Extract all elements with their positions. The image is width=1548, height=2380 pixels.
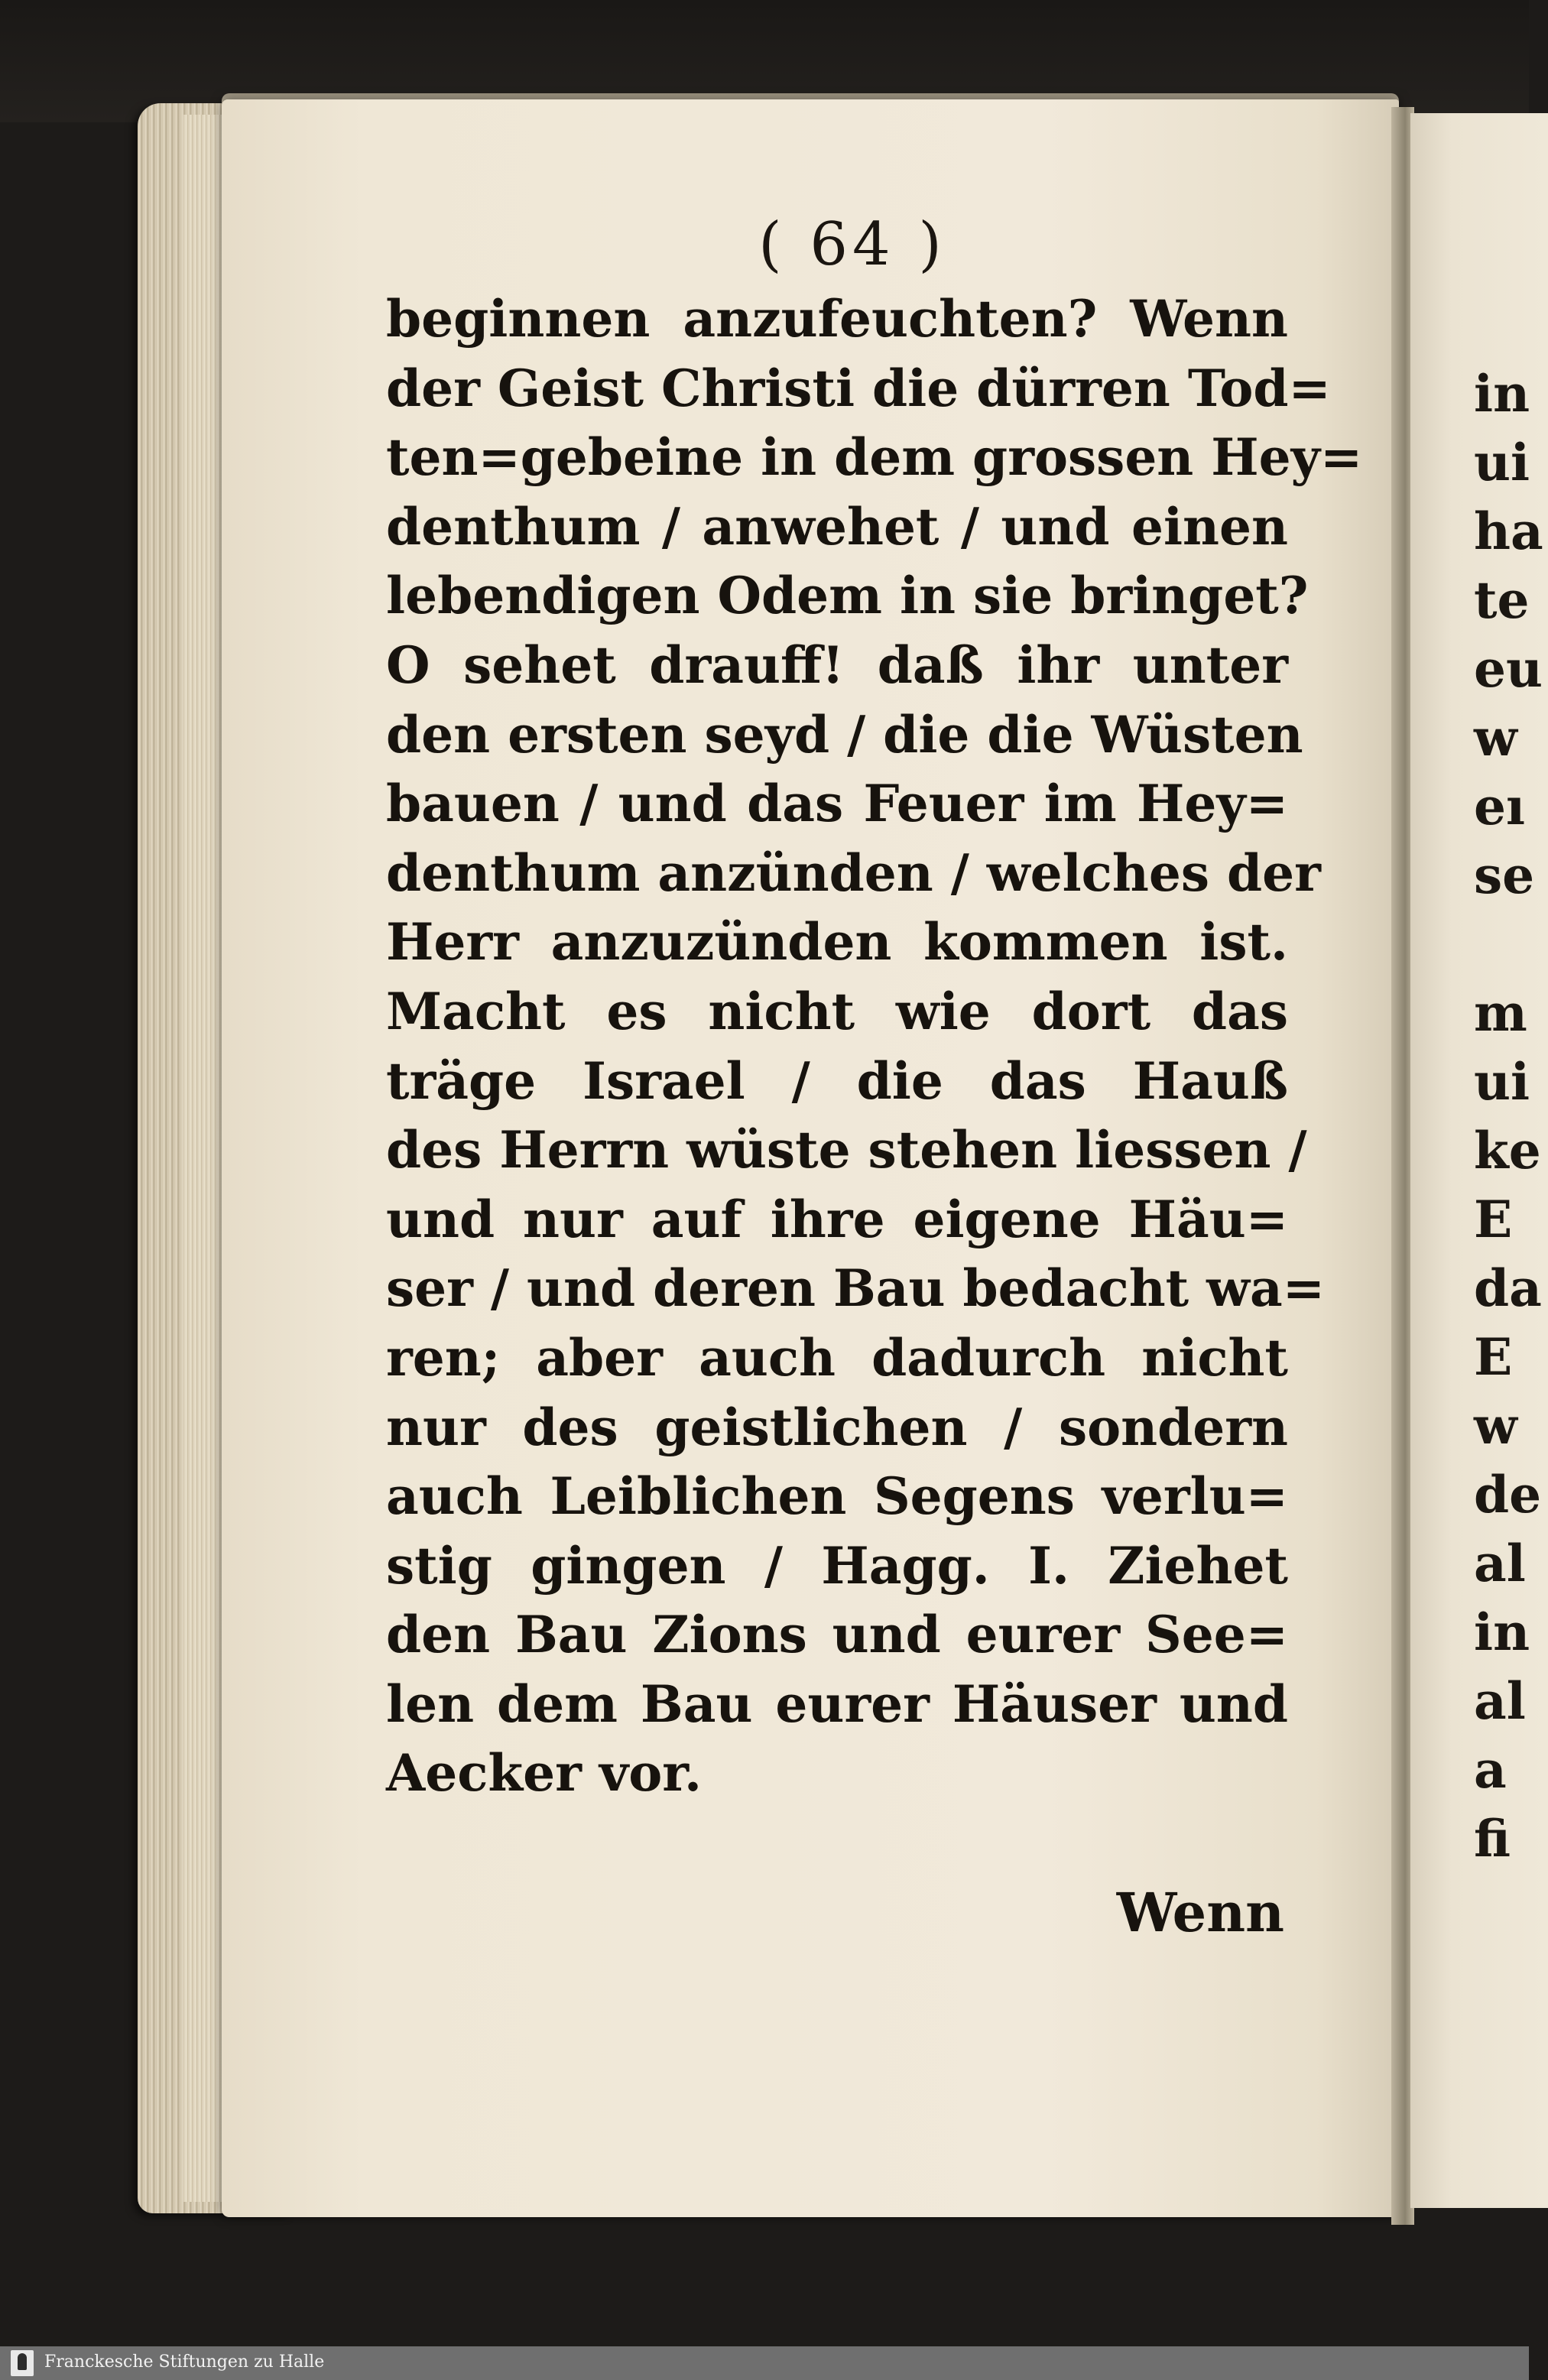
text-line: stig gingen / Hagg. I. Ziehet bbox=[386, 1535, 1288, 1596]
text-line: Aecker vor. bbox=[386, 1743, 702, 1804]
text-line: ten=gebeine in dem grossen Hey= bbox=[386, 427, 1363, 488]
text-line: bauen / und das Feuer im Hey= bbox=[386, 774, 1288, 834]
text-line: beginnen anzufeuchten? Wenn bbox=[386, 289, 1288, 349]
text-line: ren; aber auch dadurch nicht bbox=[386, 1327, 1288, 1388]
text-line: der Geist Christi die dürren Tod= bbox=[386, 358, 1331, 418]
facing-page-fragment: se bbox=[1474, 846, 1535, 905]
facing-page-fragment: w bbox=[1474, 708, 1517, 768]
facing-page-fragment: te bbox=[1474, 570, 1530, 630]
facing-page-fragment: w bbox=[1474, 1396, 1517, 1456]
catchword: Wenn bbox=[1116, 1881, 1284, 1944]
facing-page-fragment: de bbox=[1474, 1465, 1542, 1524]
text-line: O sehet drauff! daß ihr unter bbox=[386, 635, 1288, 695]
facing-page-fragment: da bbox=[1474, 1258, 1542, 1318]
text-line: denthum / anwehet / und einen bbox=[386, 496, 1288, 557]
text-line: denthum anzünden / welches der bbox=[386, 843, 1321, 903]
page-body-text bbox=[386, 284, 1363, 1808]
facing-page-text-fragments bbox=[1474, 359, 1543, 1873]
text-line: len dem Bau eurer Häuser und bbox=[386, 1674, 1288, 1734]
facing-page-fragment: E bbox=[1474, 1327, 1513, 1387]
text-line: den ersten seyd / die die Wüsten bbox=[386, 704, 1303, 765]
facing-page-fragment: ui bbox=[1474, 433, 1530, 492]
text-line: Macht es nicht wie dort das bbox=[386, 981, 1288, 1041]
facing-page-fragment: ha bbox=[1474, 502, 1543, 561]
facing-page-fragment: a bbox=[1474, 1740, 1507, 1800]
footer-credit: Franckesche Stiftungen zu Halle bbox=[44, 2352, 325, 2372]
text-line: Herr anzuzünden kommen ist. bbox=[386, 912, 1288, 972]
facing-page-fragment: in bbox=[1474, 364, 1530, 424]
text-line: auch Leiblichen Segens verlu= bbox=[386, 1466, 1288, 1527]
text-line: ser / und deren Bau bedacht wa= bbox=[386, 1258, 1326, 1319]
facing-page-fragment: al bbox=[1474, 1534, 1526, 1593]
facing-page-fragment: ke bbox=[1474, 1121, 1541, 1180]
page-number: ( 64 ) bbox=[758, 210, 946, 279]
text-line: den Bau Zions und eurer See= bbox=[386, 1605, 1288, 1665]
facing-page-fragment: fi bbox=[1474, 1809, 1511, 1869]
text-line: träge Israel / die das Hauß bbox=[386, 1050, 1288, 1111]
text-line: und nur auf ihre eigene Häu= bbox=[386, 1189, 1288, 1249]
facing-page-fragment: m bbox=[1474, 983, 1527, 1043]
facing-page-fragment: eı bbox=[1474, 777, 1526, 836]
institution-logo-icon bbox=[11, 2350, 34, 2376]
text-line: nur des geistlichen / sondern bbox=[386, 1397, 1288, 1457]
facing-page-fragment: ui bbox=[1474, 1052, 1530, 1112]
facing-page-fragment: in bbox=[1474, 1602, 1530, 1662]
facing-page-fragment bbox=[1474, 910, 1535, 979]
text-line: lebendigen Odem in sie bringet? bbox=[386, 566, 1309, 626]
footer-bar bbox=[0, 2346, 1529, 2380]
text-line: des Herrn wüste stehen liessen / bbox=[386, 1120, 1307, 1180]
facing-page-fragment: eu bbox=[1474, 639, 1543, 699]
facing-page-fragment: al bbox=[1474, 1671, 1526, 1731]
facing-page-fragment: E bbox=[1474, 1190, 1513, 1249]
